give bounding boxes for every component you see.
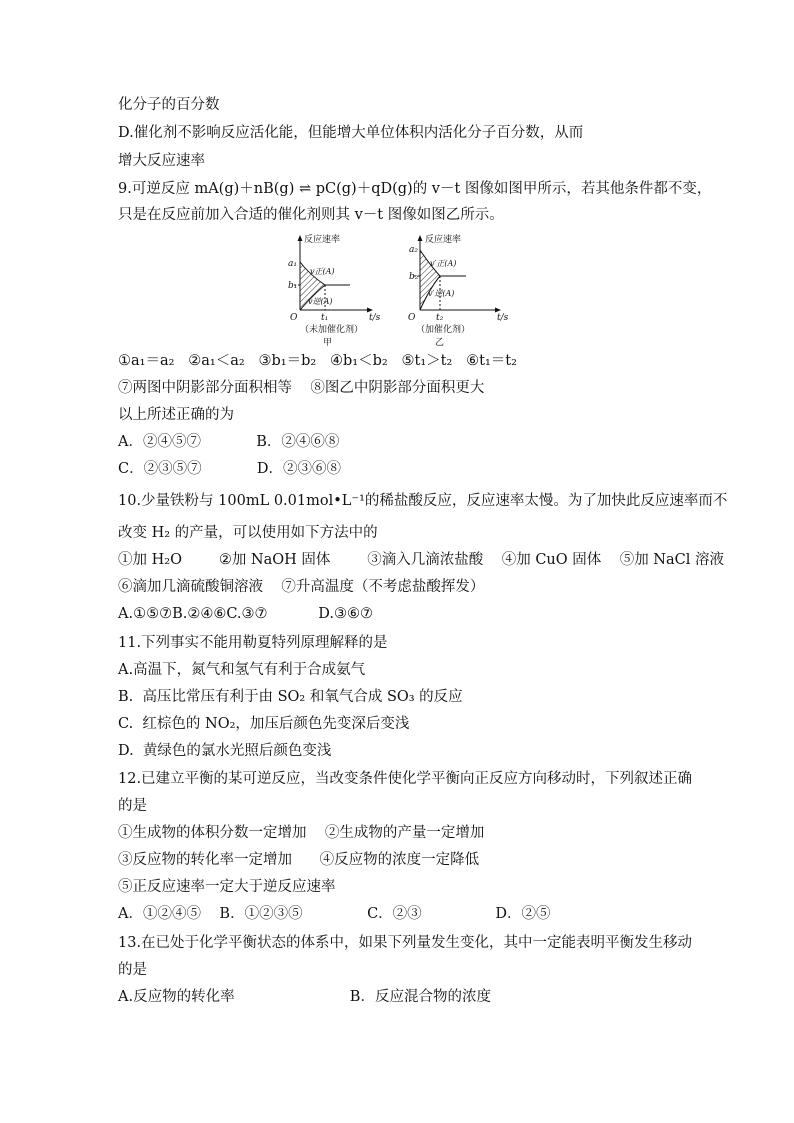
question-9-options: ①a₁＝a₂ ②a₁＜a₂ ③b₁＝b₂ ④b₁＜b₂ ⑤t₁＞t₂ ⑥t₁＝t₂ — [118, 353, 517, 369]
figure-yi — [398, 230, 518, 352]
figure-caption: 甲 — [323, 338, 333, 348]
y-axis-label: 反应速率 — [425, 235, 462, 245]
b-label: b₁ — [288, 281, 298, 291]
question-11-stem: 11.下列事实不能用勒夏特列原理解释的是 — [118, 635, 388, 651]
question-11-option-d: D. 黄绿色的氯水光照后颜色变浅 — [118, 743, 332, 759]
question-12-statements: ⑤正反应速率一定大于逆反应速率 — [118, 879, 336, 895]
question-10-methods: ⑥滴加几滴硫酸铜溶液 ⑦升高温度（不考虑盐酸挥发） — [118, 579, 485, 595]
question-11-option-b: B. 高压比常压有利于由 SO₂ 和氧气合成 SO₃ 的反应 — [118, 689, 463, 705]
question-9-stem: 只是在反应前加入合适的催化剂则其 v－t 图像如图乙所示。 — [118, 207, 504, 223]
question-9-options: ⑦两图中阴影部分面积相等 ⑧图乙中阴影部分面积更大 — [118, 380, 485, 396]
question-10-stem: 改变 H₂ 的产量，可以使用如下方法中的 — [118, 525, 378, 541]
question-9-stem: 9.可逆反应 mA(g)＋nB(g) ⇌ pC(g)＋qD(g)的 v－t 图像如图甲所示，若其他条件都不变， — [118, 181, 712, 197]
question-10-methods: ①加 H₂O ②加 NaOH 固体 ③滴入几滴浓盐酸 ④加 CuO 固体 ⑤加 NaCl 溶液 — [118, 552, 724, 568]
question-12-statements: ①生成物的体积分数一定增加 ②生成物的产量一定增加 — [118, 825, 485, 841]
question-9-ask: 以上所述正确的为 — [118, 407, 234, 423]
figure-caption: 乙 — [435, 338, 445, 348]
question-9-choices: A．②④⑤⑦ B．②④⑥⑧ — [118, 434, 340, 450]
a-label: a₂ — [409, 245, 418, 255]
question-12-stem: 12.已建立平衡的某可逆反应，当改变条件使化学平衡向正反应方向移动时，下列叙述正确 — [118, 771, 693, 787]
question-11-option-a: A.高温下，氮气和氢气有利于合成氨气 — [118, 662, 366, 678]
question-13-stem: 的是 — [118, 962, 147, 978]
question-11-option-c: C. 红棕色的 NO₂，加压后颜色先变深后变浅 — [118, 716, 410, 732]
figure-jia — [270, 230, 390, 352]
question-9-choices: C．②③⑤⑦ D．②③⑥⑧ — [118, 461, 342, 477]
upper-curve-label: v正(A) — [310, 267, 335, 276]
text-line: 增大反应速率 — [118, 153, 205, 169]
lower-curve-label: v′逆(A) — [428, 289, 455, 298]
text-line: D.催化剂不影响反应活化能，但能增大单位体积内活化分子百分数，从而 — [118, 125, 584, 141]
question-12-statements: ③反应物的转化率一定增加 ④反应物的浓度一定降低 — [118, 852, 480, 868]
y-axis-label: 反应速率 — [304, 235, 341, 245]
question-13-choices: A.反应物的转化率 B．反应混合物的浓度 — [118, 989, 491, 1005]
question-12-stem: 的是 — [118, 798, 147, 814]
question-12-choices: A．①②④⑤ B．①②③⑤ C．②③ D．②⑤ — [118, 906, 551, 922]
t-label: t₂ — [436, 313, 444, 323]
question-13-stem: 13.在已处于化学平衡状态的体系中，如果下列量发生变化，其中一定能表明平衡发生移动 — [118, 935, 693, 951]
figure-note: （加催化剂） — [416, 325, 471, 335]
b-label: b₂ — [409, 272, 419, 282]
lower-curve-label: v逆(A) — [308, 297, 333, 306]
question-10-stem: 10.少量铁粉与 100mL 0.01mol•L⁻¹的稀盐酸反应，反应速率太慢。为了加快此反应速率而不 — [118, 493, 728, 509]
question-10-choices: A.①⑤⑦B.②④⑥C.③⑦ D.③⑥⑦ — [118, 606, 373, 622]
x-axis-label: t/s — [497, 313, 509, 323]
upper-curve-label: v′正(A) — [430, 259, 457, 268]
x-axis-label: t/s — [369, 313, 381, 323]
origin-label: O — [408, 313, 416, 323]
origin-label: O — [290, 313, 298, 323]
text-line: 化分子的百分数 — [118, 97, 220, 113]
figure-note: （未加催化剂） — [300, 325, 364, 335]
a-label: a₁ — [288, 259, 297, 269]
t-label: t₁ — [321, 313, 329, 323]
